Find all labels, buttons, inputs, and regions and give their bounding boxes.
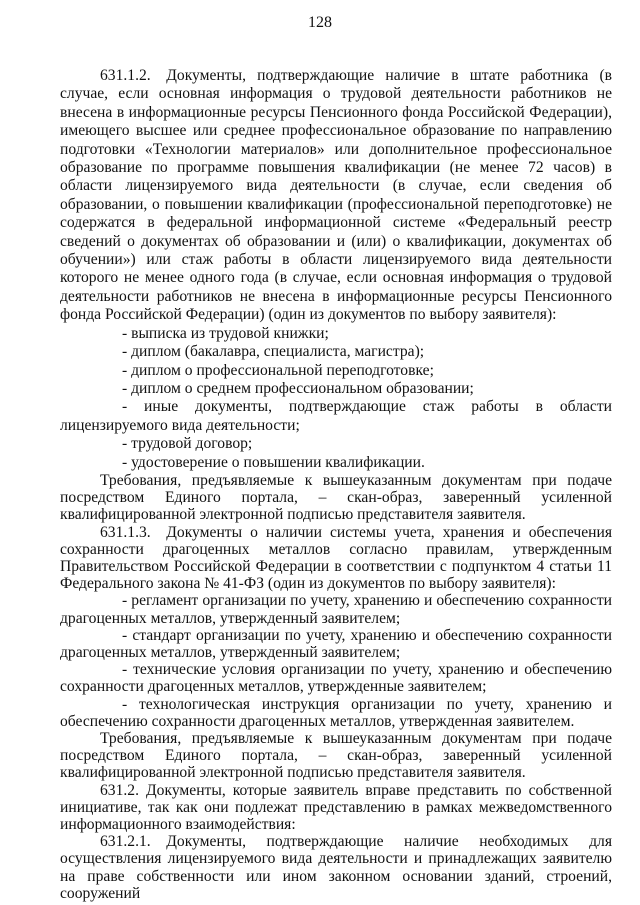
page-number: 128 — [308, 14, 332, 31]
list-item: - удостоверение о повышении квалификации. — [122, 453, 425, 471]
paragraph-631-1-3: 631.1.3. Документы о наличии системы учета, хранения и обеспечения сохранности драгоценных металлов согласно правилам, утвержденным Правительством Российской Федерации в соответствии с подпунктом 4 статьи 11 Федерального закона № 41-ФЗ (один из документов по выбору заявителя): — [60, 523, 612, 593]
paragraph-631-2-1: 631.2.1. Документы, подтверждающие наличие необходимых для осуществления лицензируемого вида деятельности и принадлежащих заявителю на праве собственности или ином законном основании зданий, строений, сооружений — [60, 833, 612, 902]
list-item: - диплом (бакалавра, специалиста, магистра); — [122, 343, 425, 361]
document-body — [60, 67, 612, 902]
list-item: - выписка из трудовой книжки; — [122, 324, 329, 342]
list-item: - иные документы, подтверждающие стаж работы в области лицензируемого вида деятельности; — [60, 398, 612, 434]
paragraph-631-1-2: 631.1.2. Документы, подтверждающие наличие в штате работника (в случае, если основная информация о трудовой деятельности работников не внесена в информационные ресурсы Пенсионного фонда Российской Федерации), имеющего высшее или среднее профессиональное образование по направлению подготовки «Технологии материалов» или дополнительное профессиональное образование по программе повышения квалификации (не менее 72 часов) в области лицензируемого вида деятельности (в случае, если сведения об образовании, о повышении квалификации (профессиональной переподготовке) не содержатся в федеральной информационной системе «Федеральный реестр сведений о документах об образовании и (или) о квалификации, документах об обучении») или стаж работы в области лицензируемого вида деятельности которого не менее одного года (в случае, если основная информация о трудовой деятельности работников не внесена в информационные ресурсы Пенсионного фонда Российской Федерации) (один из документов по выбору заявителя): — [60, 67, 612, 324]
list-item: - диплом о среднем профессиональном образовании; — [122, 379, 474, 397]
requirements-paragraph: Требования, предъявляемые к вышеуказанным документам при подаче посредством Единого портала, – скан-образ, заверенный усиленной квалифицированной электронной подписью представителя заявителя. — [60, 471, 612, 524]
requirements-paragraph: Требования, предъявляемые к вышеуказанным документам при подаче посредством Единого портала, – скан-образ, заверенный усиленной квалифицированной электронной подписью представителя заявителя. — [60, 729, 612, 782]
paragraph-631-2: 631.2. Документы, которые заявитель вправе представить по собственной инициативе, так как они подлежат представлению в рамках межведомственного информационного взаимодействия: — [60, 781, 612, 833]
list-item: - диплом о профессиональной переподготовке; — [122, 361, 434, 379]
list-item: - регламент организации по учету, хранению и обеспечению сохранности драгоценных металлов, утвержденный заявителем; — [60, 592, 612, 627]
list-item: - трудовой договор; — [122, 435, 253, 453]
list-item: - стандарт организации по учету, хранению и обеспечению сохранности драгоценных металлов, утвержденный заявителем; — [60, 626, 612, 661]
list-item: - технологическая инструкция организации по учету, хранению и обеспечению сохранности драгоценных металлов, утвержденная заявителем. — [60, 695, 612, 730]
list-item: - технические условия организации по учету, хранению и обеспечению сохранности драгоценных металлов, утвержденные заявителем; — [60, 661, 612, 696]
